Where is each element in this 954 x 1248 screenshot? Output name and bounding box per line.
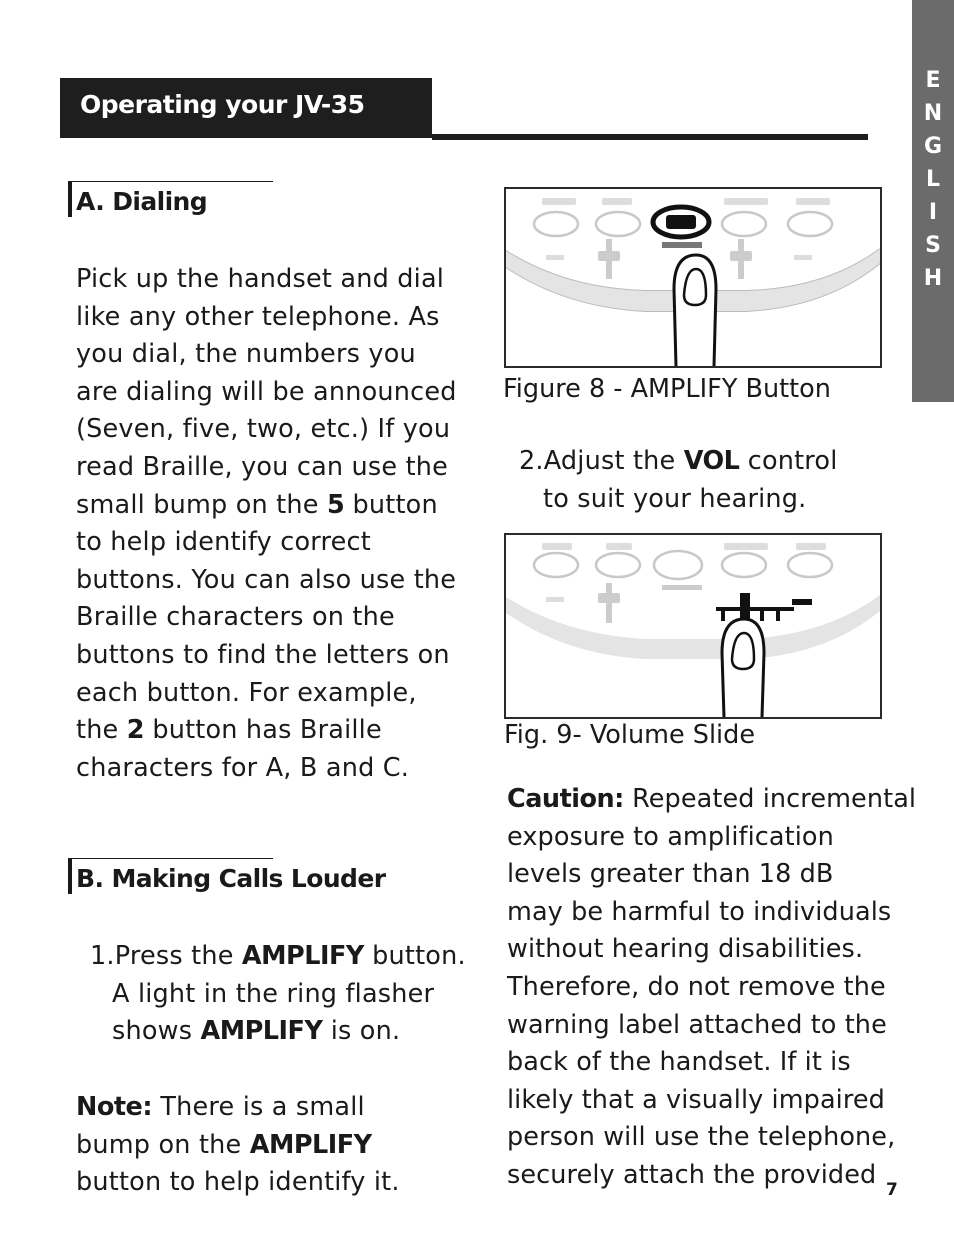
text-line: may be harmful to individuals (507, 896, 892, 927)
bold-key-label: AMPLIFY (200, 1016, 323, 1047)
text-fragment: Repeated incremental (623, 784, 917, 814)
text-line (519, 443, 838, 481)
text-line: like any other telephone. As (76, 301, 440, 332)
heading-marker (68, 181, 72, 217)
text-line: button to help identify it. (76, 1167, 400, 1198)
text-line: you dial, the numbers you (76, 339, 416, 370)
language-tab-letter: H (923, 266, 943, 291)
language-tab-letter: G (923, 134, 943, 159)
text-line: levels greater than 18 dB (507, 859, 834, 890)
text-line: likely that a visually impaired (507, 1084, 885, 1115)
text-line: exposure to amplification (507, 821, 834, 852)
figure-9-volume-slide (504, 533, 882, 719)
text-line (90, 938, 466, 976)
text-line: buttons to find the letters on (76, 639, 450, 670)
text-line (76, 712, 457, 750)
language-tab (912, 0, 954, 402)
section-a-title: A. Dialing (76, 187, 208, 216)
text-line: back of the handset. If it is (507, 1047, 851, 1078)
bold-key-label: VOL (683, 446, 740, 476)
text-line: securely attach the provided (507, 1159, 877, 1190)
text-fragment: button. (363, 941, 466, 971)
bold-key-label: 5 (326, 489, 345, 520)
text-line (76, 1127, 400, 1165)
text-line: A light in the ring flasher (112, 978, 435, 1009)
heading-rule (68, 858, 273, 859)
text-fragment: control (739, 446, 838, 476)
page-title: Operating your JV-35 (80, 90, 365, 119)
text-line: Pick up the handset and dial (76, 264, 445, 294)
text-line: read Braille, you can use the (76, 451, 449, 482)
text-line (507, 781, 916, 819)
bold-key-label: AMPLIFY (249, 1129, 372, 1160)
text-line: person will use the telephone, (507, 1122, 896, 1153)
text-fragment: small bump on the (76, 489, 327, 520)
heading-rule (68, 181, 273, 182)
text-line (76, 1089, 400, 1127)
text-line: each button. For example, (76, 677, 417, 708)
amplify-button-illustration (506, 189, 880, 366)
section-a-body (76, 261, 457, 787)
text-line: to suit your hearing. (543, 483, 807, 514)
text-line (76, 487, 457, 525)
text-fragment: bump on the (76, 1129, 250, 1160)
section-b-title: B. Making Calls Louder (76, 864, 386, 893)
language-tab-letter: S (925, 233, 941, 258)
text-fragment: button (344, 489, 438, 520)
caution-label: Caution: (507, 784, 624, 814)
volume-slide-illustration (506, 535, 880, 717)
step-2 (519, 443, 838, 518)
text-line: characters for A, B and C. (76, 752, 410, 783)
figure-9-caption: Fig. 9- Volume Slide (504, 720, 756, 750)
text-fragment: 1.Press the (90, 941, 242, 971)
text-fragment: the (76, 715, 127, 746)
figure-8-caption: Figure 8 - AMPLIFY Button (503, 374, 831, 404)
text-line: (Seven, five, two, etc.) If you (76, 414, 451, 445)
text-line: warning label attached to the (507, 1009, 887, 1040)
text-line: Braille characters on the (76, 602, 395, 633)
language-tab-letter: L (925, 167, 941, 192)
header-rule (432, 134, 868, 140)
caution-block (507, 781, 916, 1195)
text-fragment: is on. (322, 1016, 401, 1047)
text-fragment: 2.Adjust the (519, 446, 684, 476)
note-label: Note: (76, 1092, 153, 1122)
figure-8-amplify-button (504, 187, 882, 368)
text-line: without hearing disabilities. (507, 934, 864, 965)
step-1 (90, 938, 466, 1051)
language-tab-letter: N (923, 101, 943, 126)
heading-marker (68, 858, 72, 894)
text-fragment: There is a small (152, 1092, 365, 1122)
text-line: Therefore, do not remove the (507, 971, 886, 1002)
text-line: buttons. You can also use the (76, 564, 457, 595)
text-line: are dialing will be announced (76, 376, 457, 407)
language-tab-letter: E (925, 68, 941, 93)
text-line (90, 1013, 466, 1051)
text-fragment: shows (112, 1016, 201, 1047)
bold-key-label: AMPLIFY (241, 941, 364, 971)
bold-key-label: 2 (126, 715, 145, 746)
text-fragment: button has Braille (144, 715, 382, 746)
text-line: to help identify correct (76, 527, 371, 558)
page-number: 7 (886, 1180, 898, 1200)
note (76, 1089, 400, 1202)
language-tab-letter: I (928, 200, 938, 225)
